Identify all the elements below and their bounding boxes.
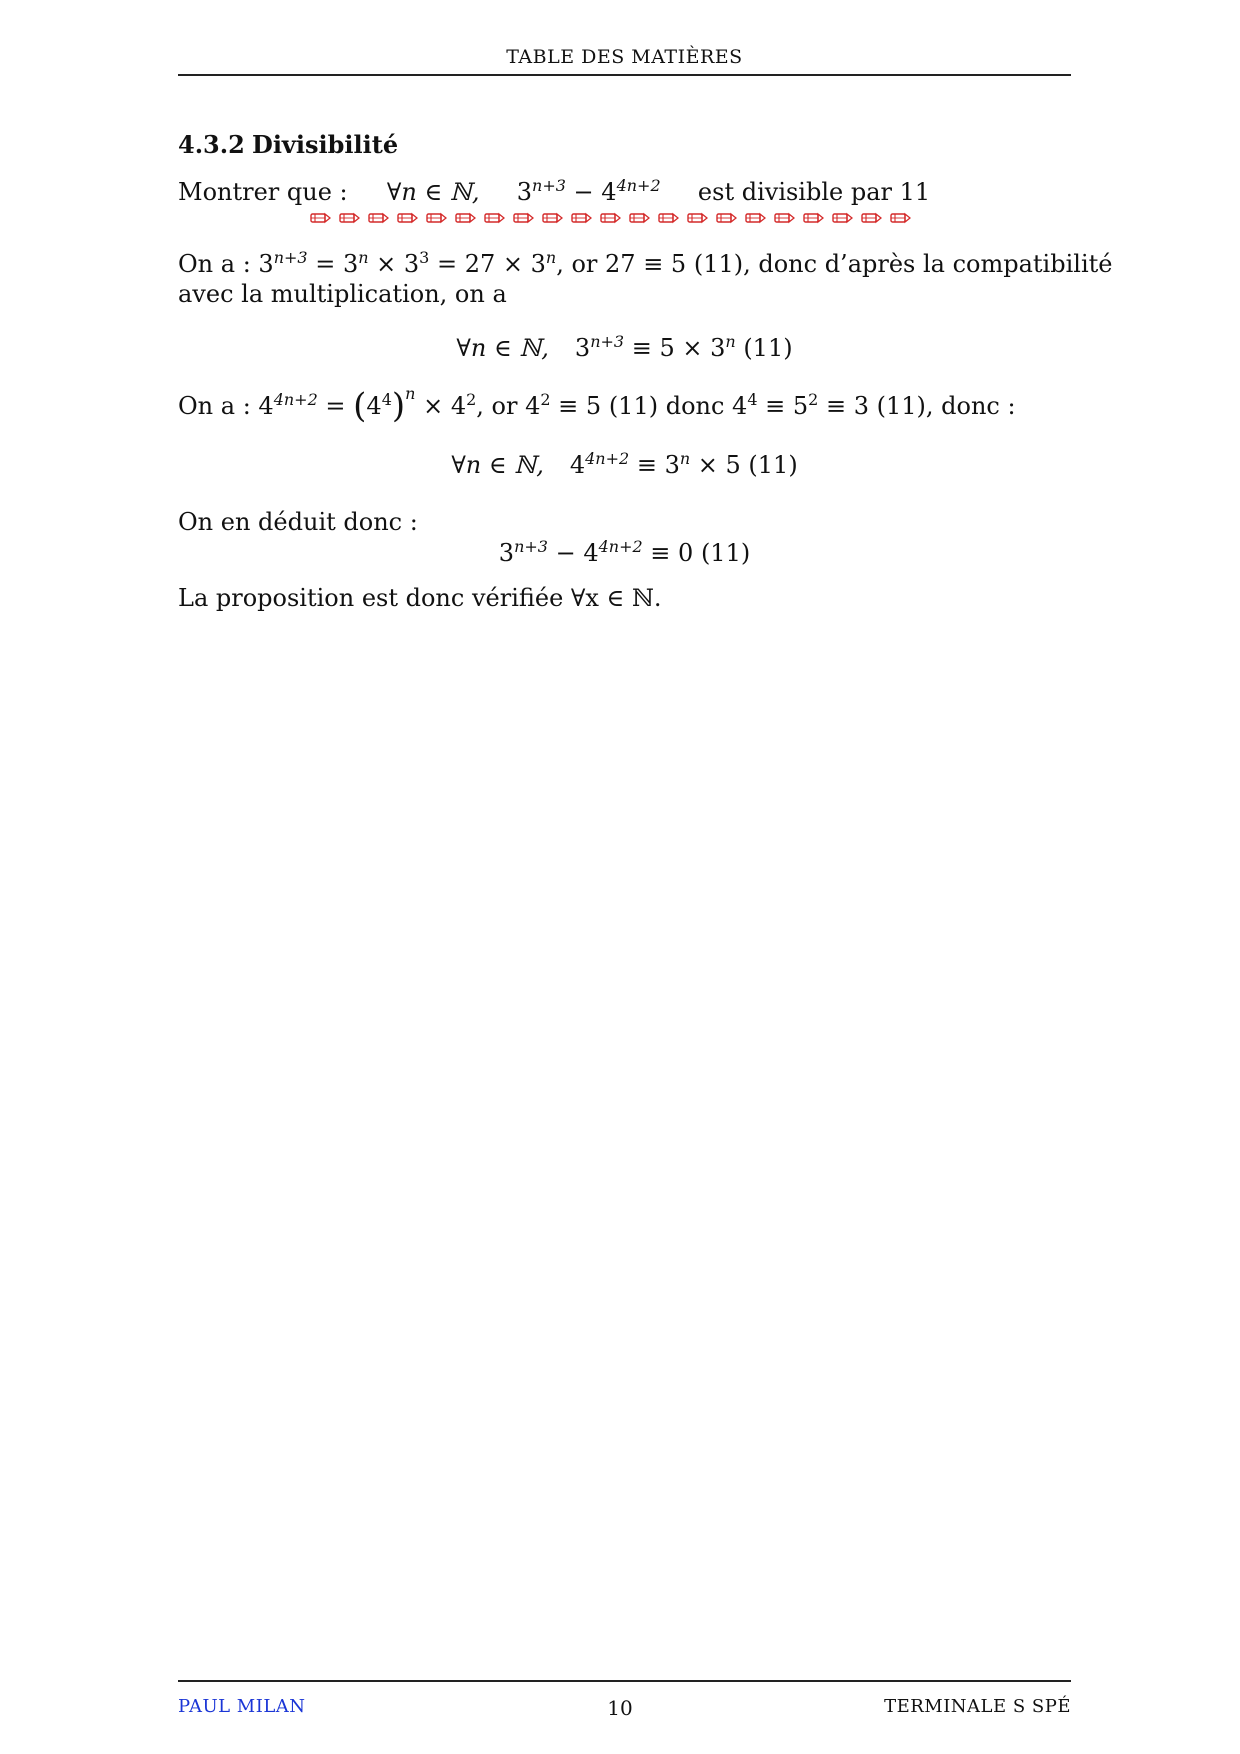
pencil-icon: [859, 212, 882, 224]
pencil-icon: [830, 212, 853, 224]
para2: On a : $4^{4n+2} = (4^4)^n \times 4^2$, or $4^2 \equiv 5$ (11) donc $4^4 \equiv 5^2 \equiv 3$ (11), donc :: [178, 384, 1016, 426]
pencil-icon: [366, 212, 389, 224]
pencil-icon: [743, 212, 766, 224]
page-number: 10: [607, 1696, 633, 1720]
pencil-icon: [772, 212, 795, 224]
equation-1: ∀n ∈ ℕ, $3^{n+3} \equiv 5 \times 3^n$ (11): [456, 332, 793, 362]
section-title: Divisibilité: [252, 130, 399, 159]
footer-course: TERMINALE S SPÉ: [884, 1696, 1071, 1717]
statement-expression: $3^{n+3} - 4^{4n+2}$: [516, 176, 661, 206]
statement-prefix: Montrer que :: [178, 178, 348, 206]
pencil-icon: [424, 212, 447, 224]
section-number: 4.3.2: [178, 130, 245, 159]
pencil-separator: [308, 212, 911, 224]
equation-2: ∀n ∈ ℕ, $4^{4n+2} \equiv 3^n \times 5$ (11): [451, 449, 798, 479]
para1-line1: On a : $3^{n+3} = 3^n \times 3^3 = 27 \times 3^n$, or 27 ≡ 5 (11), donc d’après la compatibilité: [178, 248, 1113, 278]
pencil-icon: [656, 212, 679, 224]
statement-suffix: est divisible par 11: [697, 178, 931, 206]
pencil-icon: [308, 212, 331, 224]
pencil-icon: [598, 212, 621, 224]
pencil-icon: [453, 212, 476, 224]
pencil-icon: [511, 212, 534, 224]
footer-author: PAUL MILAN: [178, 1696, 306, 1717]
pencil-icon: [540, 212, 563, 224]
footer-rule: [178, 1680, 1071, 1682]
pencil-icon: [482, 212, 505, 224]
pencil-icon: [569, 212, 592, 224]
pencil-icon: [714, 212, 737, 224]
pencil-icon: [888, 212, 911, 224]
pencil-icon: [801, 212, 824, 224]
running-header: TABLE DES MATIÈRES: [506, 46, 743, 68]
para1-line2: avec la multiplication, on a: [178, 280, 507, 308]
pencil-icon: [685, 212, 708, 224]
pencil-icon: [395, 212, 418, 224]
pencil-icon: [627, 212, 650, 224]
statement-line: [178, 178, 930, 206]
section-heading: [178, 130, 398, 159]
pencil-icon: [337, 212, 360, 224]
conclusion: La proposition est donc vérifiée ∀x ∈ ℕ.: [178, 584, 662, 612]
header-rule: [178, 74, 1071, 76]
para3: On en déduit donc :: [178, 508, 418, 536]
equation-3: $3^{n+3} - 4^{4n+2} \equiv 0$ (11): [498, 537, 751, 567]
statement-quantifier: ∀n ∈ ℕ,: [386, 178, 480, 206]
